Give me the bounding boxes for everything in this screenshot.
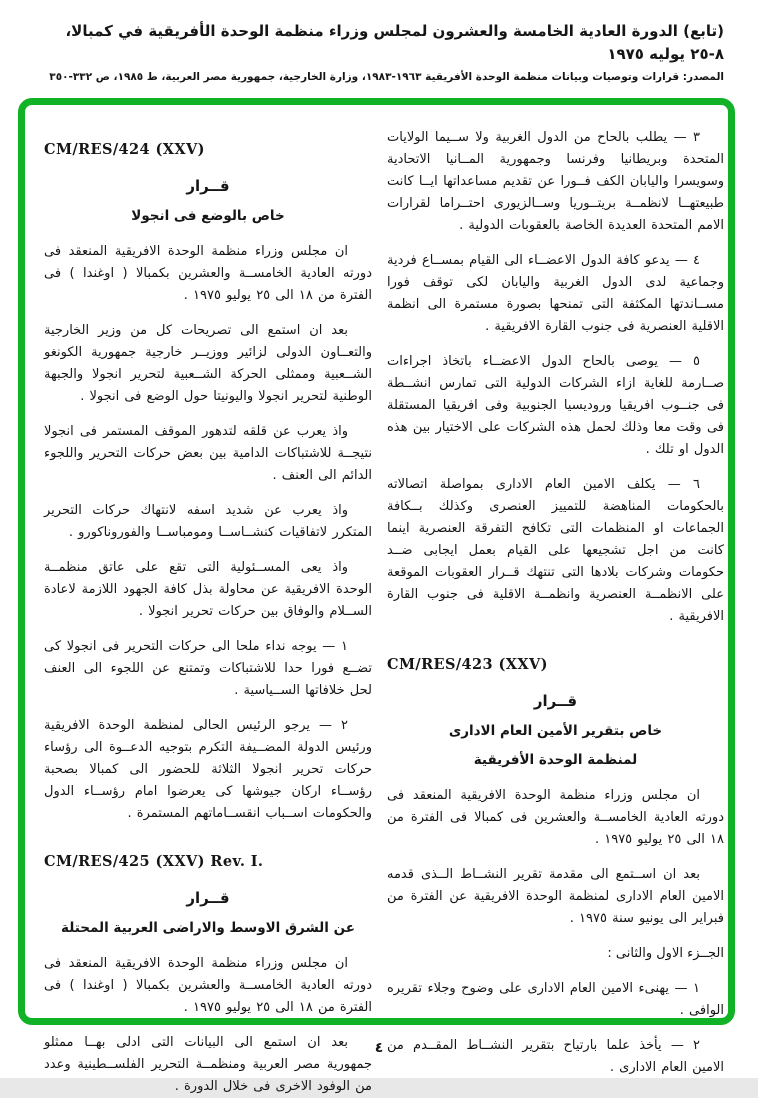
resolution-subtitle: عن الشرق الاوسط والاراضى العربية المحتلة — [61, 920, 355, 936]
paragraph-item-6: ٦ — يكلف الامين العام الادارى بمواصلة اتصالاته بالحكومات المناهضة للتمييز العنصرى وكذلك بــكافة الجماعات او المنظمات التى تكافح التفرقة العنصرية اينما كانت من اجل تشجيعها على القيام بعمل ايجابى ضــد حكومات وشركات بلادها التى تنتهك قــرار العقوبات الموقعة على الانظمــة العنصرية وانظمــة الاقلية فى جنوب القارة الافريقية . — [387, 477, 724, 624]
paragraph-preamble-3: واذ يعرب عن قلقه لتدهور الموقف المستمر فى انجولا نتيجــة للاشتباكات الدامية بين بعض حركات التحرير واللجوء الدائم الى العنف . — [44, 424, 372, 483]
doc-ref-cm-res-425: CM/RES/425 (XXV) Rev. I. — [44, 853, 264, 870]
paragraph-item-4: ٤ — يدعو كافة الدول الاعضــاء الى القيام بمســاع فردية وجماعية لدى الدول الغربية واليابان لكى توقف فورا مســاندتها المكثفة التى تمنحها بصورة مستمرة الى انظمة الاقلية العنصرية فى جنوب القارة الافريقية . — [387, 253, 724, 334]
column-right — [387, 127, 724, 1075]
page-header — [32, 20, 724, 86]
paragraph-item-3: ٣ — يطلب بالحاح من الدول الغربية ولا ســيما الولايات المتحدة وبريطانيا وفرنسا وجمهورية المــانيا الاتحادية وسويسرا واليابان الكف فــورا عن تقديم مساعداتها ايــا كانت طبيعتهــا لانظمــة بريتــوريا وســالزيورى احتــراما لقرارات الامم المتحدة العديدة الخاصة بالعقوبات الدولية . — [387, 130, 724, 233]
paragraph-preamble-2: بعد ان استمع الى البيانات التى ادلى بهــا ممثلو جمهورية مصر العربية ومنظمــة التحرير الفلســطينية وعدد من الوفود الاخرى فى خلال الدورة . — [44, 1035, 372, 1094]
doc-ref-cm-res-424: CM/RES/424 (XXV) — [44, 141, 205, 158]
paragraph-item-1: ١ — يوجه نداء ملحا الى حركات التحرير فى انجولا كى تضــع فورا حدا للاشتباكات وتمتنع عن اللجوء الى العنف لحل خلافاتها الســياسية . — [44, 639, 372, 698]
session-title: (تابع) الدورة العادية الخامسة والعشرون لمجلس وزراء منظمة الوحدة الأفريقية في كمبالا، ٨-٢٥ يوليه ١٩٧٥ — [65, 22, 724, 63]
doc-ref-cm-res-423: CM/RES/423 (XXV) — [387, 656, 548, 673]
paragraph-item-5: ٥ — يوصى بالحاح الدول الاعضــاء باتخاذ اجراءات صــارمة للغاية ازاء الشركات الدولية التى تمارس انشــطة فى جنــوب افريقيا وروديسيا الجنوبية وفى افريقيا المستقلة فى وقت معا وذلك لحمل هذه الشركات على الاختيار بين هذه الدول او تلك . — [387, 354, 724, 457]
paragraph-item-1: ١ — يهنىء الامين العام الادارى على وضوح وجلاء تقريره الوافى . — [387, 981, 724, 1018]
paragraph-item-2: ٢ — يرجو الرئيس الحالى لمنظمة الوحدة الافريقية ورئيس الدولة المضــيفة التكرم بتوجيه الدعــوة الى رؤساء حركات تحرير انجولا الثلاثة للحضور الى كمبالا بصحبة رؤســاء اركان جيوشها كى يعرضوا امام رؤســاء الدول والحكومات اســباب انقســاماتهم المستمرة . — [44, 718, 372, 821]
resolution-subtitle-1: خاص بتقرير الأمين العام الادارى — [448, 723, 663, 739]
column-left — [44, 135, 372, 1094]
resolution-title: قــرار — [533, 692, 578, 710]
page-number: ٤ — [374, 1040, 384, 1056]
resolution-title: قــرار — [186, 177, 230, 195]
source-citation: المصدر: قرارات وتوصيات وبيانات منظمة الوحدة الأفريقية ١٩٦٣-١٩٨٣، وزارة الخارجية، جمهورية مصر العربية، ط ١٩٨٥، ص ٣٣٢-٣٥٠ — [49, 71, 724, 83]
resolution-subtitle: خاص بالوضع فى انجولا — [131, 208, 285, 224]
paragraph-item-2: ٢ — يأخذ علما بارتياح بتقرير النشــاط المقــدم من الامين العام الادارى . — [387, 1038, 724, 1075]
resolution-title: قــرار — [186, 889, 230, 907]
paragraph-preamble-2: بعد ان اســتمع الى مقدمة تقرير النشــاط الــذى قدمه الامين العام الادارى لمنظمة الوحدة الافريقية عن الفترة من فبراير الى يونيو سنة ١٩٧٥ . — [387, 867, 724, 926]
paragraph-preamble-5: واذ يعى المســئولية التى تقع على عاتق منظمــة الوحدة الافريقية عن محاولة بذل كافة الجهود اللازمة لاعادة الســلام والوفاق بين حركات تحرير انجولا . — [44, 560, 372, 619]
paragraph-preamble-1: ان مجلس وزراء منظمة الوحدة الافريقية المنعقد فى دورته العادية الخامســة والعشرين فى كمبالا فى الفترة من ١٨ الى ٢٥ يوليو ١٩٧٥ . — [387, 788, 724, 847]
paragraph-preamble-1: ان مجلس وزراء منظمة الوحدة الافريقية المنعقد فى دورته العادية الخامســة والعشرين بكمبالا ( اوغندا ) فى الفترة من ١٨ الى ٢٥ يوليو ١٩٧٥ . — [44, 956, 372, 1015]
paragraph-preamble-2: بعد ان استمع الى تصريحات كل من وزير الخارجية والتعــاون الدولى لزائير ووزيــر خارجية جمهورية الكونغو الشــعبية وممثلى الحركة الشــعبية لتحرير انجولا والجبهة الوطنية لتحرير انجولا واليونيتا حول الوضع فى انجولا . — [44, 323, 372, 404]
paragraph-preamble-1: ان مجلس وزراء منظمة الوحدة الافريقية المنعقد فى دورته العادية الخامســة والعشرين بكمبالا ( اوغندا ) فى الفترة من ١٨ الى ٢٥ يوليو ١٩٧٥ . — [44, 244, 372, 303]
resolution-subtitle-2: لمنظمة الوحدة الأفريقية — [473, 752, 638, 768]
paragraph-preamble-4: واذ يعرب عن شديد اسفه لانتهاك حركات التحرير المتكرر لاتفاقيات كنشــاســا ومومباســا والفوروناكورو . — [44, 503, 372, 540]
section-label: الجــزء الاول والثانى : — [607, 946, 724, 961]
